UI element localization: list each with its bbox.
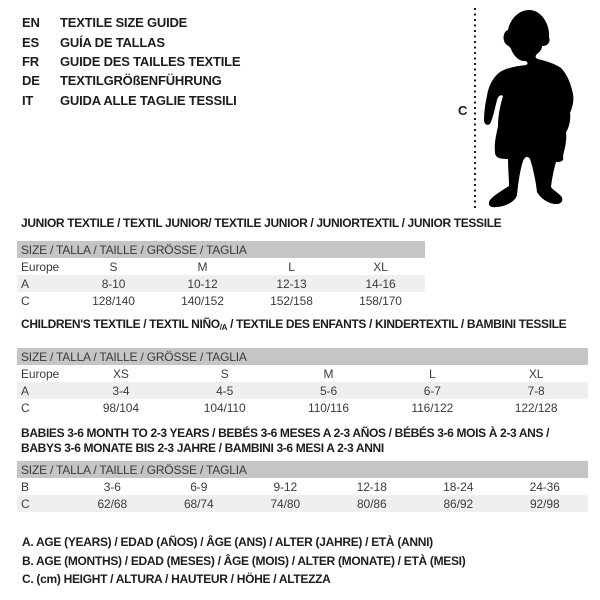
size-col-header: XL	[528, 366, 544, 381]
size-col-header: S	[109, 259, 118, 274]
value-cell: 6-7	[423, 383, 441, 398]
language-title: GUÍA DE TALLAS	[60, 34, 165, 50]
language-item-en	[22, 13, 240, 32]
language-title: GUIDA ALLE TAGLIE TESSILI	[60, 92, 237, 108]
babies-textile-section	[17, 426, 588, 512]
language-code: EN	[22, 15, 40, 31]
size-col-header: L	[429, 366, 436, 381]
value-cell: 80/86	[356, 496, 387, 511]
language-item-es	[22, 32, 240, 51]
value-cell: 68/74	[183, 496, 214, 511]
language-item-it	[22, 91, 240, 110]
size-col-header: M	[197, 259, 208, 274]
value-cell: 3-4	[112, 383, 130, 398]
value-cell: 128/140	[92, 293, 135, 308]
value-cell: 86/92	[443, 496, 474, 511]
table-header-row	[17, 258, 425, 275]
junior-textile-section	[17, 216, 502, 309]
value-cell: 5-6	[319, 383, 338, 398]
title-text: CHILDREN'S TEXTILE / TEXTIL NIÑO	[21, 317, 220, 331]
value-cell: 14-16	[365, 276, 396, 291]
size-header-bar	[17, 241, 425, 258]
size-col-header: XS	[112, 366, 129, 381]
size-header-label: SIZE / TALLA / TAILLE / GRÖSSE / TAGLIA	[21, 349, 247, 364]
row-label: C	[21, 400, 30, 415]
title-subscript: /A	[219, 323, 228, 332]
language-code: ES	[22, 34, 39, 50]
footnote-b: B. AGE (MONTHS) / EDAD (MESES) / ÂGE (MOIS) / ALTER (MONATE) / ETÀ (MESI)	[22, 553, 466, 568]
table-row-height	[17, 495, 588, 512]
region-label: Europe	[21, 366, 60, 381]
size-header-label: SIZE / TALLA / TAILLE / GRÖSSE / TAGLIA	[21, 242, 247, 257]
language-title: TEXTILE SIZE GUIDE	[60, 15, 188, 31]
height-measure-dotted-line	[474, 8, 476, 209]
value-cell: 4-5	[216, 383, 234, 398]
value-cell: 8-10	[101, 276, 126, 291]
children-section-title	[21, 317, 588, 335]
size-col-header: M	[323, 366, 334, 381]
table-header-row	[17, 365, 588, 382]
value-cell: 152/158	[270, 293, 313, 308]
value-cell: 116/122	[411, 400, 454, 415]
language-item-de	[22, 71, 240, 90]
table-row-age-months	[17, 478, 588, 495]
children-textile-section	[17, 317, 588, 416]
height-label-c: C	[458, 103, 468, 118]
babies-size-table	[17, 461, 588, 512]
value-cell: 62/68	[97, 496, 128, 511]
value-cell: 98/104	[102, 400, 139, 415]
size-col-header: L	[288, 259, 295, 274]
value-cell: 74/80	[270, 496, 301, 511]
footnotes	[22, 533, 465, 589]
junior-size-table	[17, 241, 425, 309]
region-label: Europe	[21, 259, 60, 274]
children-size-table	[17, 348, 588, 416]
table-row-height	[17, 399, 588, 416]
value-cell: 18-24	[443, 479, 474, 494]
row-label: A	[21, 383, 29, 398]
row-label: C	[21, 496, 30, 511]
language-item-fr	[22, 52, 240, 71]
language-code: IT	[22, 92, 34, 108]
language-code: DE	[22, 73, 40, 89]
table-row-age	[17, 382, 588, 399]
value-cell: 12-18	[356, 479, 387, 494]
value-cell: 3-6	[103, 479, 121, 494]
value-cell: 104/110	[203, 400, 246, 415]
title-text: / TEXTILE DES ENFANTS / KINDERTEXTIL / BAMBINI TESSILE	[227, 317, 567, 331]
size-header-label: SIZE / TALLA / TAILLE / GRÖSSE / TAGLIA	[21, 462, 247, 477]
value-cell: 12-13	[276, 276, 307, 291]
table-row-age	[17, 275, 425, 292]
babies-section-title-line1: BABIES 3-6 MONTH TO 2-3 YEARS / BEBÉS 3-6 MESES A 2-3 AÑOS / BÉBÉS 3-6 MOIS À 2-3 ANS /	[21, 426, 550, 440]
value-cell: 24-36	[529, 479, 560, 494]
value-cell: 7-8	[527, 383, 545, 398]
value-cell: 110/116	[308, 400, 349, 415]
value-cell: 158/170	[359, 293, 402, 308]
value-cell: 10-12	[187, 276, 218, 291]
baby-silhouette-icon	[482, 6, 594, 214]
value-cell: 122/128	[514, 400, 558, 415]
language-code: FR	[22, 53, 39, 69]
language-title: TEXTILGRÖßENFÜHRUNG	[60, 73, 222, 89]
row-label: A	[21, 276, 29, 291]
size-header-bar	[17, 461, 588, 478]
babies-section-title-line2: BABYS 3-6 MONATE BIS 2-3 JAHRE / BAMBINI 3-6 MESI A 2-3 ANNI	[21, 441, 384, 455]
language-title: GUIDE DES TAILLES TEXTILE	[60, 53, 241, 69]
footnote-c: C. (cm) HEIGHT / ALTURA / HAUTEUR / HÖHE / ALTEZZA	[22, 572, 331, 587]
value-cell: 6-9	[190, 479, 208, 494]
value-cell: 140/152	[181, 293, 224, 308]
table-row-height	[17, 292, 425, 309]
language-list	[22, 13, 240, 110]
row-label: B	[21, 479, 29, 494]
size-header-bar	[17, 348, 588, 365]
size-col-header: S	[220, 366, 229, 381]
value-cell: 9-12	[273, 479, 298, 494]
row-label: C	[21, 293, 30, 308]
size-col-header: XL	[373, 259, 388, 274]
junior-section-title: JUNIOR TEXTILE / TEXTIL JUNIOR/ TEXTILE JUNIOR / JUNIORTEXTIL / JUNIOR TESSILE	[21, 216, 502, 230]
value-cell: 92/98	[529, 496, 560, 511]
footnote-a: A. AGE (YEARS) / EDAD (AÑOS) / ÂGE (ANS) / ALTER (JAHRE) / ETÀ (ANNI)	[22, 535, 433, 549]
